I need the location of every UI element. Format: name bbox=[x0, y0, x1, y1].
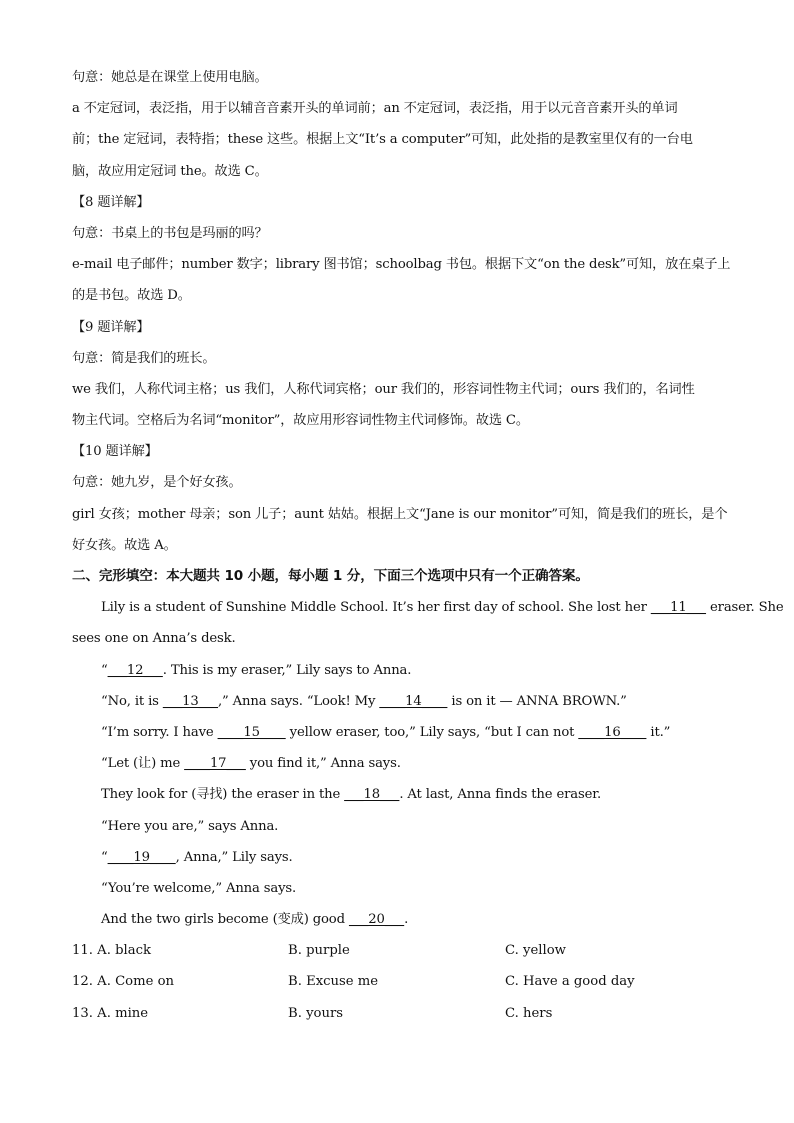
explanation-line: girl 女孩；mother 母亲；son 儿子；aunt 姑姑。根据上文“Jane is our monitor”可知，简是我们的班长，是个 bbox=[72, 506, 728, 522]
option-b: B. purple bbox=[288, 943, 350, 959]
passage-line: They look for (寻找) the eraser in the ___18___. At last, Anna finds the eraser. bbox=[72, 779, 722, 810]
option-a: 11. A. black bbox=[72, 943, 151, 959]
explanation-line: 句意：简是我们的班长。 bbox=[72, 350, 216, 366]
question-8-header: 【8 题详解】 bbox=[72, 194, 150, 210]
explanation-line: 句意：她九岁，是个好女孩。 bbox=[72, 475, 242, 491]
passage-line: And the two girls become (变成) good ___20___. bbox=[72, 904, 722, 935]
explanation-line: 物主代词。空格后为名词“monitor”，故应用形容词性物主代词修饰。故选 C。 bbox=[72, 413, 529, 429]
blank-16: ____16____ bbox=[578, 724, 647, 740]
explanation-line: 前；the 定冠词，表特指；these 这些。根据上文“It’s a computer”可知，此处指的是教室里仅有的一台电 bbox=[72, 132, 693, 148]
option-c: C. yellow bbox=[505, 943, 566, 959]
option-a: 13. A. mine bbox=[72, 1005, 149, 1021]
option-b: B. yours bbox=[288, 1005, 344, 1021]
blank-12: ___12___ bbox=[107, 662, 163, 678]
question-10-header: 【10 题详解】 bbox=[72, 444, 158, 460]
explanation-line: 脑，故应用定冠词 the。故选 C。 bbox=[72, 163, 268, 179]
blank-20: ___20___ bbox=[348, 912, 405, 928]
passage-line: “Let (让) me ____17___ you find it,” Anna says. bbox=[72, 748, 722, 779]
explanation-line: 句意：她总是在课堂上使用电脑。 bbox=[72, 70, 268, 85]
explanation-line: a 不定冠词，表泛指，用于以辅音音素开头的单词前；an 不定冠词，表泛指，用于以元音音素开头的单词 bbox=[72, 101, 678, 117]
blank-11: ___11___ bbox=[650, 600, 706, 616]
blank-19: ____19____ bbox=[107, 849, 176, 865]
blank-14: ____14____ bbox=[379, 693, 448, 709]
document-page bbox=[72, 62, 784, 1029]
option-row-12 bbox=[72, 966, 722, 997]
explanation-line: 句意：书桌上的书包是玛丽的吗？ bbox=[72, 225, 268, 241]
blank-18: ___18___ bbox=[344, 787, 400, 803]
passage-line: “Here you are,” says Anna. bbox=[101, 818, 279, 834]
passage-line: sees one on Anna’s desk. bbox=[72, 631, 236, 647]
option-b: B. Excuse me bbox=[288, 974, 379, 990]
blank-17: ____17___ bbox=[184, 756, 246, 772]
blank-15: ____15____ bbox=[217, 724, 286, 740]
option-row-13 bbox=[72, 998, 722, 1029]
blank-13: ___13___ bbox=[162, 693, 218, 709]
option-row-11 bbox=[72, 935, 722, 966]
explanation-line: we 我们，人称代词主格；us 我们，人称代词宾格；our 我们的，形容词性物主代词；ours 我们的，名词性 bbox=[72, 381, 695, 397]
option-a: 12. A. Come on bbox=[72, 974, 175, 990]
passage-line: “___12___. This is my eraser,” Lily says to Anna. bbox=[72, 655, 722, 686]
option-c: C. hers bbox=[505, 1005, 553, 1021]
passage-line: “You’re welcome,” Anna says. bbox=[101, 880, 297, 896]
explanation-line: e-mail 电子邮件；number 数字；library 图书馆；schoolbag 书包。根据下文“on the desk”可知，放在桌子上 bbox=[72, 257, 731, 273]
passage-line: “I’m sorry. I have ____15____ yellow eraser, too,” Lily says, “but I can not ____16____ it.” bbox=[72, 717, 722, 748]
section-heading: 二、完形填空：本大题共 10 小题，每小题 1 分，下面三个选项中只有一个正确答案。 bbox=[72, 568, 589, 584]
passage-line: “____19____, Anna,” Lily says. bbox=[72, 842, 722, 873]
passage-line: Lily is a student of Sunshine Middle School. It’s her first day of school. She lost her ___11___ eraser. She bbox=[72, 592, 722, 623]
passage-line: “No, it is ___13___,” Anna says. “Look! My ____14____ is on it — ANNA BROWN.” bbox=[72, 686, 722, 717]
question-9-header: 【9 题详解】 bbox=[72, 319, 150, 335]
explanation-line: 好女孩。故选 A。 bbox=[72, 537, 177, 553]
option-c: C. Have a good day bbox=[505, 974, 635, 990]
explanation-line: 的是书包。故选 D。 bbox=[72, 288, 191, 304]
